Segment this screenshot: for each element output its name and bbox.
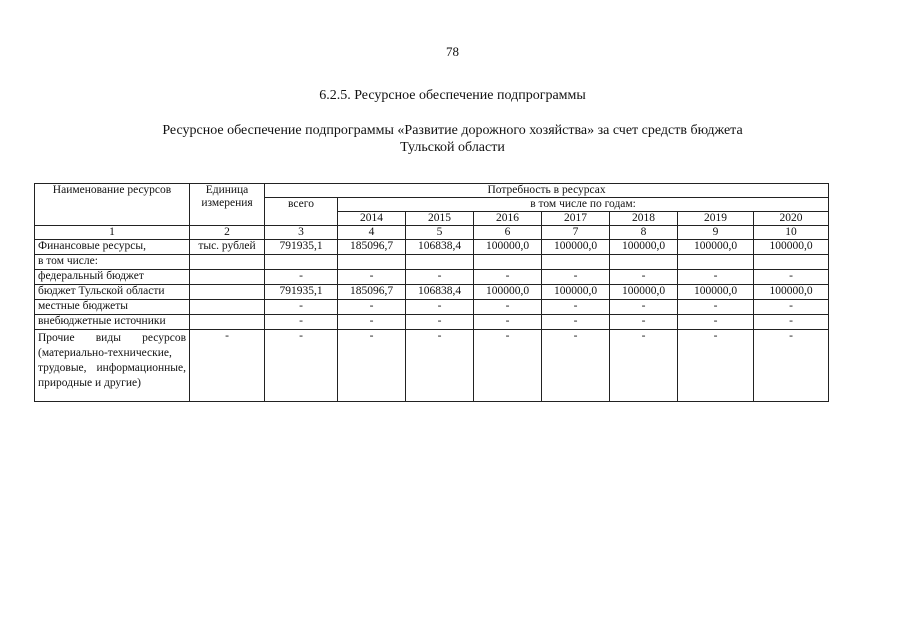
row-value: - bbox=[265, 300, 338, 315]
row-value bbox=[610, 255, 678, 270]
row-value: - bbox=[338, 300, 406, 315]
resource-table bbox=[34, 183, 829, 402]
table-row bbox=[35, 330, 829, 402]
row-value: - bbox=[338, 315, 406, 330]
table-caption bbox=[0, 122, 905, 156]
row-name: в том числе: bbox=[35, 255, 190, 270]
header-year: 2016 bbox=[474, 212, 542, 226]
header-year: 2020 bbox=[754, 212, 829, 226]
header-unit-line1: Единица bbox=[205, 184, 249, 196]
header-unit-line2: измерения bbox=[201, 197, 253, 209]
numbering-row bbox=[35, 226, 829, 240]
row-value: 791935,1 bbox=[265, 240, 338, 255]
header-total: всего bbox=[265, 198, 338, 226]
row-value: 100000,0 bbox=[754, 285, 829, 300]
row-value bbox=[678, 255, 754, 270]
row-value: - bbox=[754, 300, 829, 315]
row-value: - bbox=[265, 315, 338, 330]
row-name: бюджет Тульской области bbox=[35, 285, 190, 300]
row-value bbox=[754, 255, 829, 270]
header-need: Потребность в ресурсах bbox=[265, 184, 829, 198]
header-resource-name: Наименование ресурсов bbox=[35, 184, 190, 226]
row-value: 106838,4 bbox=[406, 240, 474, 255]
table-row bbox=[35, 240, 829, 255]
row-value: - bbox=[678, 270, 754, 285]
table-row bbox=[35, 285, 829, 300]
column-number: 8 bbox=[610, 226, 678, 240]
row-value: - bbox=[610, 270, 678, 285]
column-number: 3 bbox=[265, 226, 338, 240]
table-row bbox=[35, 255, 829, 270]
row-value: - bbox=[678, 300, 754, 315]
row-value bbox=[265, 255, 338, 270]
column-number: 6 bbox=[474, 226, 542, 240]
row-value bbox=[406, 255, 474, 270]
row-value: - bbox=[406, 315, 474, 330]
row-value: - bbox=[474, 315, 542, 330]
row-value: 100000,0 bbox=[610, 285, 678, 300]
header-by-years: в том числе по годам: bbox=[338, 198, 829, 212]
row-value: 100000,0 bbox=[754, 240, 829, 255]
row-value: - bbox=[338, 330, 406, 402]
row-value: - bbox=[542, 270, 610, 285]
row-name: внебюджетные источники bbox=[35, 315, 190, 330]
header-year: 2019 bbox=[678, 212, 754, 226]
row-value: 100000,0 bbox=[474, 240, 542, 255]
row-name: федеральный бюджет bbox=[35, 270, 190, 285]
row-unit bbox=[190, 255, 265, 270]
row-value bbox=[338, 255, 406, 270]
row-unit bbox=[190, 315, 265, 330]
row-value: - bbox=[542, 315, 610, 330]
row-value bbox=[474, 255, 542, 270]
header-year: 2018 bbox=[610, 212, 678, 226]
row-value: 100000,0 bbox=[474, 285, 542, 300]
row-name: местные бюджеты bbox=[35, 300, 190, 315]
row-unit bbox=[190, 270, 265, 285]
table-caption-line1: Ресурсное обеспечение подпрограммы «Развитие дорожного хозяйства» за счет средств бюджета bbox=[162, 123, 743, 138]
column-number: 9 bbox=[678, 226, 754, 240]
row-value: - bbox=[610, 300, 678, 315]
column-number: 1 bbox=[35, 226, 190, 240]
row-value: - bbox=[406, 270, 474, 285]
row-value: - bbox=[265, 270, 338, 285]
row-value: 791935,1 bbox=[265, 285, 338, 300]
row-value: - bbox=[406, 300, 474, 315]
column-number: 4 bbox=[338, 226, 406, 240]
column-number: 2 bbox=[190, 226, 265, 240]
row-name: Прочие виды ресурсов (материально-технические, трудовые, информационные, природные и другие) bbox=[35, 330, 190, 402]
row-name: Финансовые ресурсы, bbox=[35, 240, 190, 255]
row-unit bbox=[190, 300, 265, 315]
row-value: - bbox=[754, 270, 829, 285]
row-value: - bbox=[610, 315, 678, 330]
row-value: - bbox=[338, 270, 406, 285]
column-number: 7 bbox=[542, 226, 610, 240]
row-value: 100000,0 bbox=[678, 285, 754, 300]
row-value: 185096,7 bbox=[338, 240, 406, 255]
row-value: - bbox=[678, 330, 754, 402]
row-value: - bbox=[474, 330, 542, 402]
row-unit bbox=[190, 285, 265, 300]
row-value: 100000,0 bbox=[542, 285, 610, 300]
header-unit bbox=[190, 184, 265, 226]
table-row bbox=[35, 315, 829, 330]
column-number: 10 bbox=[754, 226, 829, 240]
row-value: - bbox=[754, 330, 829, 402]
row-value: - bbox=[406, 330, 474, 402]
header-row-1 bbox=[35, 184, 829, 198]
row-value: - bbox=[754, 315, 829, 330]
row-value: 100000,0 bbox=[678, 240, 754, 255]
header-year: 2015 bbox=[406, 212, 474, 226]
row-value: - bbox=[678, 315, 754, 330]
row-value: - bbox=[542, 330, 610, 402]
page-number: 78 bbox=[446, 44, 459, 59]
row-value: - bbox=[474, 270, 542, 285]
table-row bbox=[35, 300, 829, 315]
table-row bbox=[35, 270, 829, 285]
row-value: - bbox=[265, 330, 338, 402]
table-caption-line2: Тульской области bbox=[400, 140, 505, 155]
row-value: 106838,4 bbox=[406, 285, 474, 300]
row-value: - bbox=[610, 330, 678, 402]
row-value: 185096,7 bbox=[338, 285, 406, 300]
row-unit: - bbox=[190, 330, 265, 402]
column-number: 5 bbox=[406, 226, 474, 240]
row-value bbox=[542, 255, 610, 270]
header-year: 2014 bbox=[338, 212, 406, 226]
row-value: 100000,0 bbox=[610, 240, 678, 255]
row-unit: тыс. рублей bbox=[190, 240, 265, 255]
row-value: - bbox=[474, 300, 542, 315]
row-value: 100000,0 bbox=[542, 240, 610, 255]
row-value: - bbox=[542, 300, 610, 315]
section-title: 6.2.5. Ресурсное обеспечение подпрограммы bbox=[319, 88, 586, 103]
header-year: 2017 bbox=[542, 212, 610, 226]
